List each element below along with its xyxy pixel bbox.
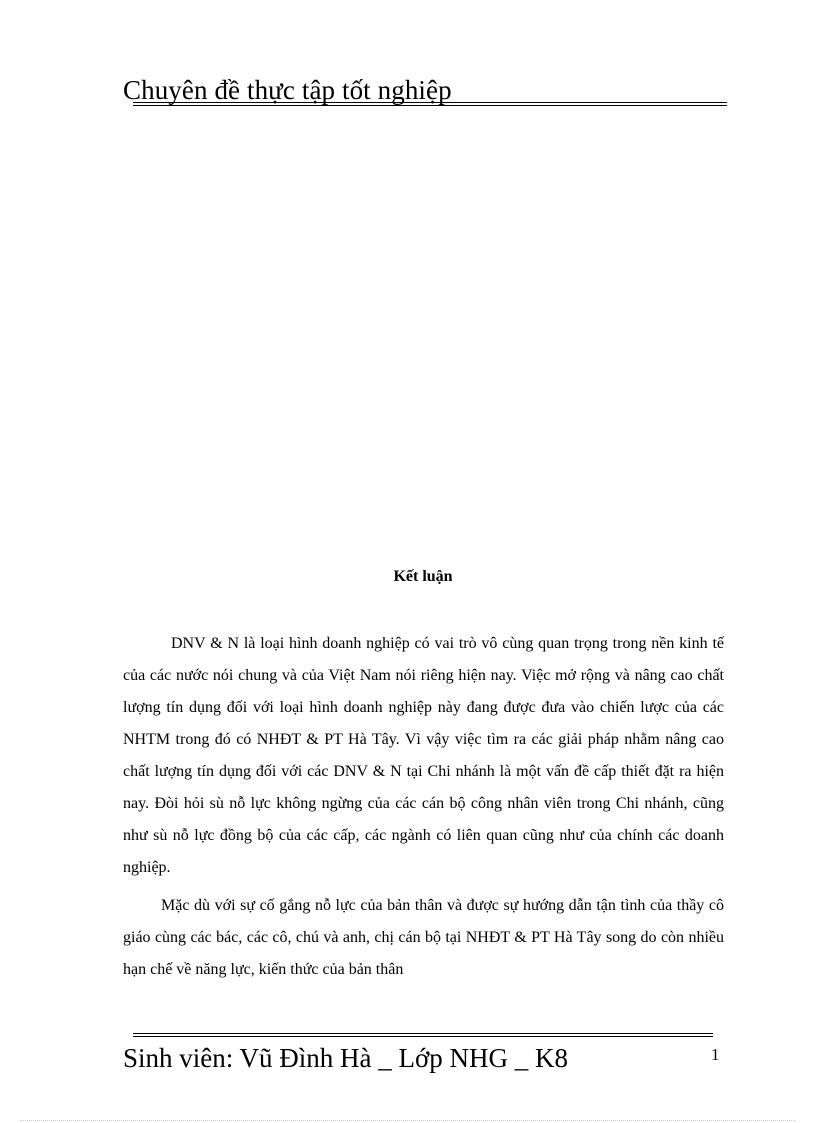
footer-double-rule xyxy=(133,1033,713,1037)
section-heading: Kết luận xyxy=(393,568,453,585)
paragraph-conclusion-2: Mặc dù với sự cố gắng nỗ lực của bản thân và được sự hướng dẫn tận tình của thầy cô giáo cùng các bác, các cô, chú và anh, chị cán bộ tại NHĐT & PT Hà Tây song do còn nhiều hạn chế về năng lực, kiến thức của bản thân xyxy=(123,897,724,978)
page-number: 1 xyxy=(711,1045,720,1064)
page-edge-divider xyxy=(20,1120,796,1121)
paragraph-conclusion-1: DNV & N là loại hình doanh nghiệp có vai trò vô cùng quan trọng trong nền kinh tế của các nước nói chung và của Việt Nam nói riêng hiện nay. Việc mở rộng và nâng cao chất lượng tín dụng đối với loại hình doanh nghiệp này đang được đưa vào chiến lược của các NHTM trong đó có NHĐT & PT Hà Tây. Vì vậy việc tìm ra các giải pháp nhằm nâng cao chất lượng tín dụng đối với các DNV & N tại Chi nhánh là một vấn đề cấp thiết đặt ra hiện nay. Đòi hỏi sù nỗ lực không ngừng của các cán bộ công nhân viên trong Chi nhánh, cũng như sù nỗ lực đồng bộ của các cấp, các ngành có liên quan cũng như của chính các doanh nghiệp. xyxy=(123,635,724,876)
header-double-rule xyxy=(133,102,727,106)
page-footer-author: Sinh viên: Vũ Đình Hà _ Lớp NHG _ K8 xyxy=(123,1043,569,1073)
body-text xyxy=(123,628,724,986)
page-header-title: Chuyên đề thực tập tốt nghiệp xyxy=(123,75,452,105)
